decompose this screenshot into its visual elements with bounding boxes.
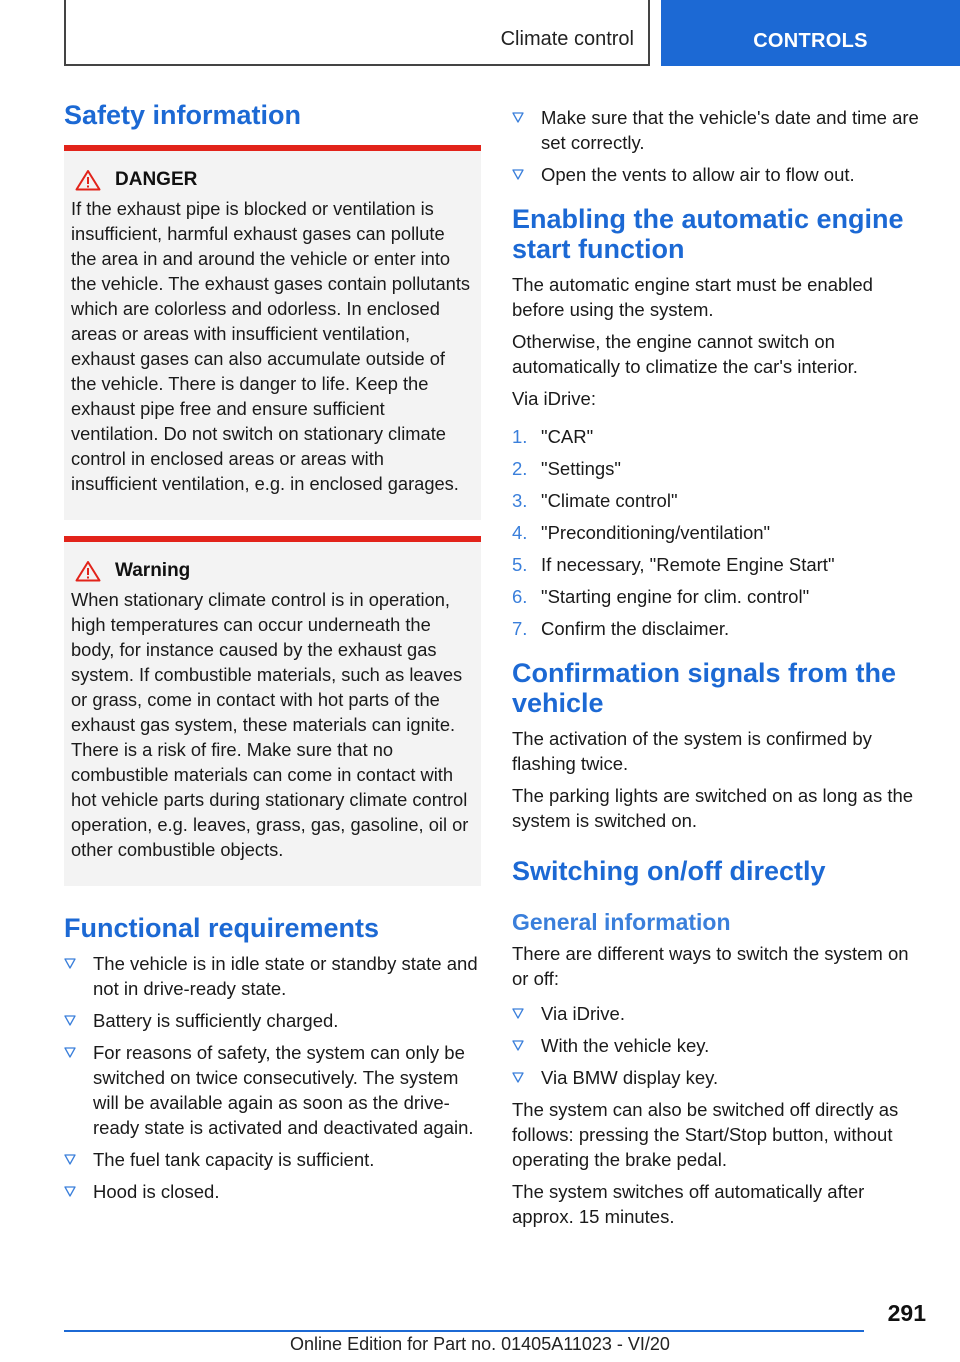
general-paragraph-2: The system can also be switched off directly as follows: pressing the Start/Stop button, without operating the brake pedal. [512,1099,899,1170]
step-number: 7. [512,618,528,639]
enabling-paragraph-2: Otherwise, the engine cannot switch on automatically to climatize the car's interior. [512,331,858,377]
list-item-text: With the vehicle key. [541,1035,710,1056]
list-item-text: Open the vents to allow air to flow out. [541,164,855,185]
list-item [512,616,928,641]
list-item [64,951,481,1001]
step-text: Confirm the disclaimer. [541,618,730,639]
footer-edition [0,1334,960,1355]
danger-text: If the exhaust pipe is blocked or ventilation is insufficient, harmful exhaust gases can pollute the area in and around the vehicle or enter into the vehicle. The exhaust gases contain pollutants which are colorless and odorless. In enclosed areas or areas with insufficient ventilation, exhaust gases can also accumulate outside of the vehicle. There is danger to life. Keep the exhaust pipe free and ensure sufficient ventilation. Do not switch on stationary climate control in enclosed areas or areas with insufficient ventilation, e.g. in enclosed garages. [71,198,471,494]
list-item [512,584,928,609]
warning-triangle-icon [75,169,101,191]
list-item-text: Hood is closed. [93,1181,220,1202]
triangle-bullet-icon [512,169,524,180]
list-item [512,1065,928,1090]
list-item [512,488,928,513]
list-item [64,1008,481,1033]
list-item [512,552,928,577]
triangle-bullet-icon [512,1008,524,1019]
list-item-text: Battery is sufficiently charged. [93,1010,339,1031]
header-section-tab [661,0,960,66]
step-text: If necessary, "Remote Engine Start" [541,554,835,575]
warning-triangle-icon [75,560,101,582]
step-text: "Settings" [541,458,621,479]
warning-label: Warning [115,560,191,581]
general-information-heading: General information [512,909,731,935]
general-paragraph-3: The system switches off automatically after approx. 15 minutes. [512,1181,865,1227]
switching-methods-list [512,1001,928,1090]
functional-requirements-list [64,951,481,1204]
confirmation-paragraph-1: The activation of the system is confirmed by flashing twice. [512,728,872,774]
header-chapter-tab [64,0,650,66]
triangle-bullet-icon [512,1040,524,1051]
list-item [512,1001,928,1026]
list-item-text: Via iDrive. [541,1003,625,1024]
list-item-text: Via BMW display key. [541,1067,719,1088]
functional-requirements-heading: Functional requirements [64,913,380,943]
triangle-bullet-icon [512,112,524,123]
triangle-bullet-icon [64,1186,76,1197]
list-item-text: Make sure that the vehicle's date and time are set correctly. [541,107,919,153]
warning-header [71,560,475,582]
list-item [512,424,928,449]
general-paragraph-1: There are different ways to switch the system on or off: [512,943,909,989]
step-text: "CAR" [541,426,594,447]
warning-text: When stationary climate control is in operation, high temperatures can occur underneath the body, for instance caused by the exhaust gas system. If combustible materials, such as leaves or grass, come in contact with hot parts of the exhaust gas system, these materials can ignite. There is a risk of fire. Make sure that no combustible materials can come in contact with hot vehicle parts during stationary climate control operation, e.g. leaves, grass, gas, gasoline, oil or other combustible objects. [71,589,469,860]
preparation-list [512,105,928,187]
idrive-steps-list [512,424,928,641]
triangle-bullet-icon [64,958,76,969]
confirmation-paragraph-2: The parking lights are switched on as long as the system is switched on. [512,785,914,831]
chapter-title: Climate control [500,28,634,50]
step-number: 6. [512,586,528,607]
list-item [512,520,928,545]
switching-heading: Switching on/off directly [512,856,826,886]
step-number: 5. [512,554,528,575]
list-item [512,1033,928,1058]
enabling-heading: Enabling the automatic engine start function [512,204,904,264]
step-number: 4. [512,522,528,543]
triangle-bullet-icon [64,1154,76,1165]
danger-label: DANGER [115,169,198,190]
triangle-bullet-icon [64,1015,76,1026]
step-text: "Preconditioning/ventilation" [541,522,771,543]
step-text: "Climate control" [541,490,678,511]
step-text: "Starting engine for clim. control" [541,586,810,607]
safety-information-heading: Safety information [64,100,302,130]
via-idrive-label: Via iDrive: [512,388,596,409]
triangle-bullet-icon [64,1047,76,1058]
enabling-paragraph-1: The automatic engine start must be enabled before using the system. [512,274,873,320]
left-column [64,100,481,1211]
list-item [64,1040,481,1140]
list-item [512,162,928,187]
step-number: 2. [512,458,528,479]
list-item-text: The fuel tank capacity is sufficient. [93,1149,375,1170]
edition-text: Online Edition for Part no. 01405A11023 - VI/20 [290,1334,670,1354]
list-item-text: For reasons of safety, the system can only be switched on twice consecutively. The system will be available again as soon as the drive-ready state is activated and deactivated again. [93,1042,474,1138]
triangle-bullet-icon [512,1072,524,1083]
step-number: 3. [512,490,528,511]
right-column [512,105,928,1229]
list-item [512,456,928,481]
confirmation-heading: Confirmation signals from the vehicle [512,658,897,718]
list-item [64,1147,481,1172]
danger-header [71,169,475,191]
warning-box [64,536,481,886]
list-item-text: The vehicle is in idle state or standby state and not in drive-ready state. [93,953,478,999]
footer-divider [64,1330,864,1332]
page-number: 291 [887,1300,926,1326]
step-number: 1. [512,426,528,447]
list-item [512,105,928,155]
section-title: CONTROLS [753,30,868,52]
danger-box [64,145,481,520]
list-item [64,1179,481,1204]
